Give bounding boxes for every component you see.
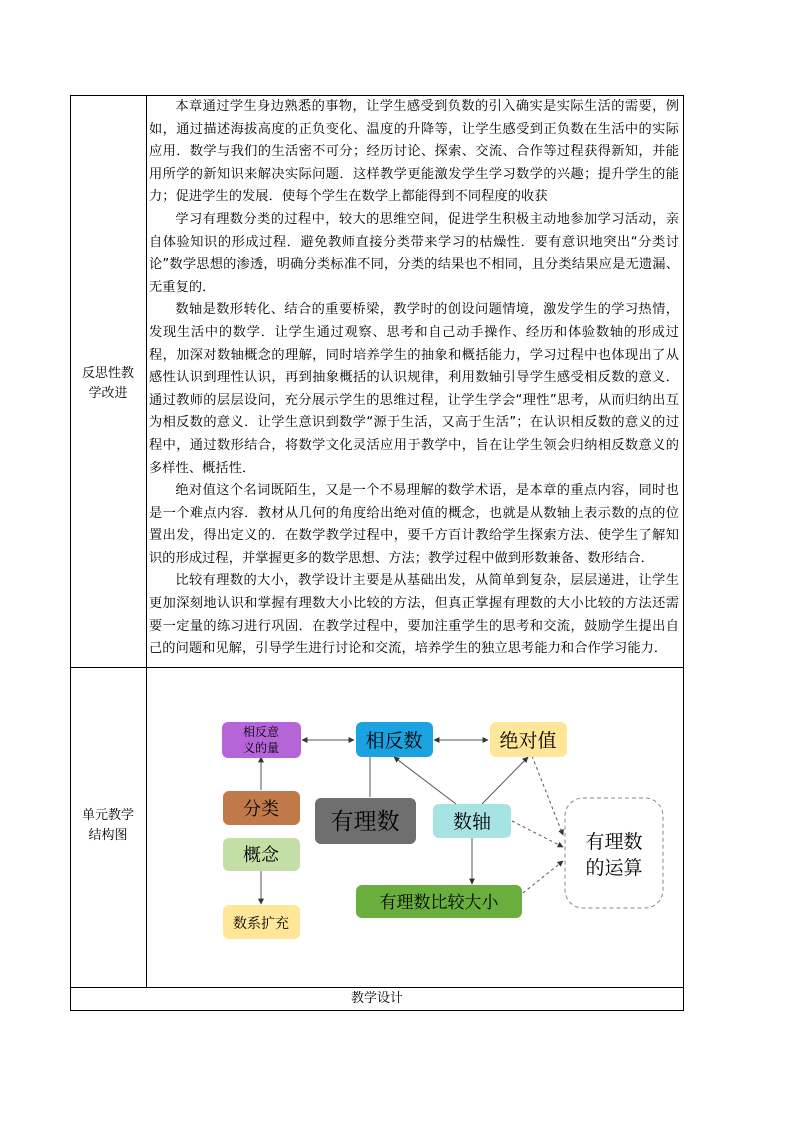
- reflection-paragraph-3: 数轴是数形转化、结合的重要桥梁，教学时的创设问题情境，激发学生的学习热情，发现生活中的数学．让学生通过观察、思考和自己动手操作、经历和体验数轴的形成过程，加深对数轴概念的理解，同时培养学生的抽象和概括能力，学习过程中也体现出了从感性认识到理性认识，再到抽象概括的认识规律，利用数轴引导学生感受相反数的意义．通过教师的层层设问，充分展示学生的思维过程，让学生学会“理性”思考，从而归纳出互为相反数的意义．让学生意识到数学“源于生活，又高于生活”；在认识相反数的意义的过程中，通过数形结合，将数学文化灵活应用于教学中，旨在让学生领会归纳相反数意义的多样性、概括性．: [149, 302, 679, 476]
- edge-numberline-absolute: [482, 757, 528, 804]
- node-opposite-meaning-line1: 相反意: [242, 725, 280, 739]
- node-extension: [223, 905, 300, 939]
- node-classification-text: 分类: [243, 799, 279, 820]
- node-operations-line1: 有理数: [585, 831, 643, 853]
- node-concept: [223, 838, 300, 871]
- node-concept-text: 概念: [243, 845, 279, 866]
- node-extension-text: 数系扩充: [233, 916, 289, 932]
- node-opposite-meaning-line2: 义的量: [242, 741, 280, 755]
- reflection-label-line1: 反思性教: [81, 366, 134, 381]
- structure-label-line1: 单元教学: [81, 808, 134, 823]
- reflection-paragraph-4: 绝对值这个名词既陌生，又是一个不易理解的数学术语，是本章的重点内容，同时也是一个难点内容．教材从几何的角度给出绝对值的概念，也就是从数轴上表示数的点的位置出发，得出定义的．在数学教学过程中，要千方百计教给学生探索方法、使学生了解知识的形成过程，并掌握更多的数学思想、方法；教学过程中做到形数兼备、数形结合．: [149, 483, 679, 566]
- node-rational-number: [315, 798, 416, 844]
- node-rational-number-text: 有理数: [330, 809, 400, 835]
- reflection-paragraph-5: 比较有理数的大小，教学设计主要是从基础出发，从简单到复杂，层层递进，让学生更加深刻地认识和掌握有理数大小比较的方法，但真正掌握有理数的大小比较的方法还需要一定量的练习进行巩固．在教学过程中，要加注重学生的思考和交流，鼓励学生提出自己的问题和见解，引导学生进行讨论和交流，培养学生的独立思考能力和合作学习能力．: [149, 573, 679, 657]
- structure-label-line2: 结构图: [88, 828, 128, 843]
- node-compare: [356, 885, 522, 918]
- node-opposite-meaning: [222, 722, 301, 758]
- node-number-line: [433, 804, 511, 838]
- reflection-label-line2: 学改进: [88, 386, 128, 401]
- teaching-design-row: 教学设计: [350, 991, 403, 1006]
- node-compare-text: 有理数比较大小: [379, 893, 499, 913]
- node-absolute-value-text: 绝对值: [499, 730, 557, 752]
- edge-numberline-operations: [512, 821, 563, 847]
- node-absolute-value: [490, 722, 567, 757]
- node-number-line-text: 数轴: [452, 811, 492, 833]
- edge-compare-operations: [523, 861, 563, 893]
- node-opposite-number: [356, 722, 433, 757]
- node-operations: [565, 798, 663, 908]
- node-opposite-number-text: 相反数: [365, 730, 423, 752]
- node-operations-line2: 的运算: [585, 857, 643, 879]
- node-classification: [223, 791, 300, 825]
- edge-absolute-operations: [532, 756, 563, 835]
- reflection-paragraph-1: 本章通过学生身边熟悉的事物，让学生感受到负数的引入确实是实际生活的需要，例如，通过描述海拔高度的正负变化、温度的升降等，让学生感受到正负数在生活中的实际应用．数学与我们的生活密不可分；经历讨论、探索、交流、合作等过程获得新知，并能用所学的新知识来解决实际问题．这样教学更能激发学生学习数学的兴趣；提升学生的能力；促进学生的发展．使每个学生在数学上都能得到不同程度的收获: [149, 99, 679, 205]
- reflection-paragraph-2: 学习有理数分类的过程中，较大的思维空间，促进学生积极主动地参加学习活动，亲自体验知识的形成过程．避免教师直接分类带来学习的枯燥性．要有意识地突出“分类讨论”数学思想的渗透，明确分类标准不同，分类的结果也不相同，且分类结果应是无遗漏、无重复的．: [149, 211, 679, 295]
- edge-numberline-opposite: [394, 757, 456, 804]
